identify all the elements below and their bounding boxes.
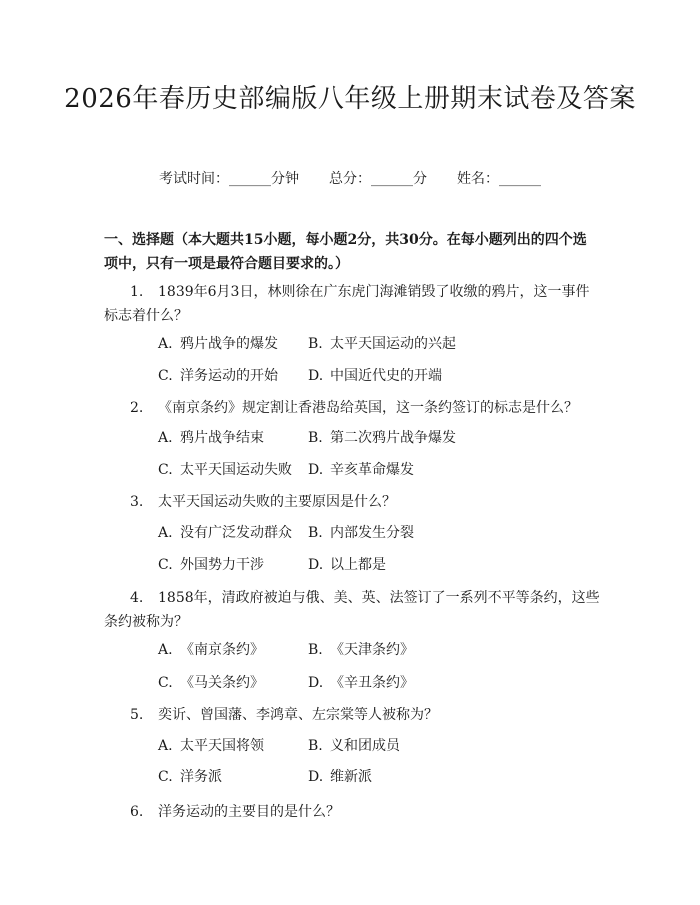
question-5-options-row-1: [158, 736, 458, 756]
option-c: C. 洋务运动的开始: [158, 368, 278, 384]
question-2-options-row-2: [158, 460, 458, 480]
option-d: D. 以上都是: [308, 557, 386, 573]
option-d: D. 辛亥革命爆发: [308, 462, 414, 478]
question-4-options-row-2: [158, 673, 458, 693]
option-d: D. 中国近代史的开端: [308, 368, 442, 384]
student-name-field: 姓名：______: [457, 171, 541, 187]
option-a: A. 太平天国将领: [158, 738, 264, 754]
question-2: [104, 396, 600, 420]
question-text: 《南京条约》规定割让香港岛给英国，这一条约签订的标志是什么？: [158, 400, 578, 416]
question-text: 太平天国运动失败的主要原因是什么？: [158, 494, 396, 510]
question-number: 3.: [130, 494, 144, 510]
question-5-options-row-2: [158, 767, 458, 787]
question-4: [104, 586, 600, 634]
total-score-field: 总分：______分: [329, 171, 427, 187]
question-1-options-row-1: [158, 334, 458, 354]
question-text: 洋务运动的主要目的是什么？: [158, 804, 340, 820]
option-b: B. 义和团成员: [308, 738, 400, 754]
question-1-options-row-2: [158, 366, 458, 386]
question-3: [104, 490, 600, 514]
question-6: [104, 800, 600, 824]
question-text: 1839年6月3日，林则徐在广东虎门海滩销毁了收缴的鸦片，这一事件标志着什么？: [104, 284, 590, 324]
question-5: [104, 703, 600, 727]
option-c: C. 《马关条约》: [158, 675, 264, 691]
option-b: B. 第二次鸦片战争爆发: [308, 430, 456, 446]
question-number: 6.: [130, 804, 144, 820]
option-b: B. 内部发生分裂: [308, 525, 414, 541]
exam-meta: [0, 168, 700, 188]
question-number: 5.: [130, 707, 144, 723]
question-2-options-row-1: [158, 428, 458, 448]
section-heading: 一、选择题（本大题共15小题，每小题2分，共30分。在每小题列出的四个选项中，只有一项是最符合题目要求的。）: [104, 232, 587, 272]
question-1: [104, 280, 600, 328]
exam-time-field: 考试时间：______分钟: [159, 171, 299, 187]
option-a: A. 鸦片战争的爆发: [158, 336, 278, 352]
question-number: 4.: [130, 590, 144, 606]
option-d: D. 维新派: [308, 769, 372, 785]
option-a: A. 《南京条约》: [158, 642, 264, 658]
question-number: 1.: [130, 284, 144, 300]
option-b: B. 太平天国运动的兴起: [308, 336, 456, 352]
question-4-options-row-1: [158, 640, 458, 660]
question-3-options-row-1: [158, 523, 458, 543]
option-b: B. 《天津条约》: [308, 642, 414, 658]
option-a: A. 没有广泛发动群众: [158, 525, 292, 541]
option-c: C. 太平天国运动失败: [158, 462, 292, 478]
question-text: 1858年，清政府被迫与俄、美、英、法签订了一系列不平等条约，这些条约被称为？: [104, 590, 600, 630]
option-a: A. 鸦片战争结束: [158, 430, 264, 446]
option-d: D. 《辛丑条约》: [308, 675, 414, 691]
question-3-options-row-2: [158, 555, 458, 575]
page-title: 2026年春历史部编版八年级上册期末试卷及答案: [64, 84, 636, 114]
option-c: C. 洋务派: [158, 769, 222, 785]
question-number: 2.: [130, 400, 144, 416]
question-text: 奕䜣、曾国藩、李鸿章、左宗棠等人被称为？: [158, 707, 438, 723]
option-c: C. 外国势力干涉: [158, 557, 264, 573]
